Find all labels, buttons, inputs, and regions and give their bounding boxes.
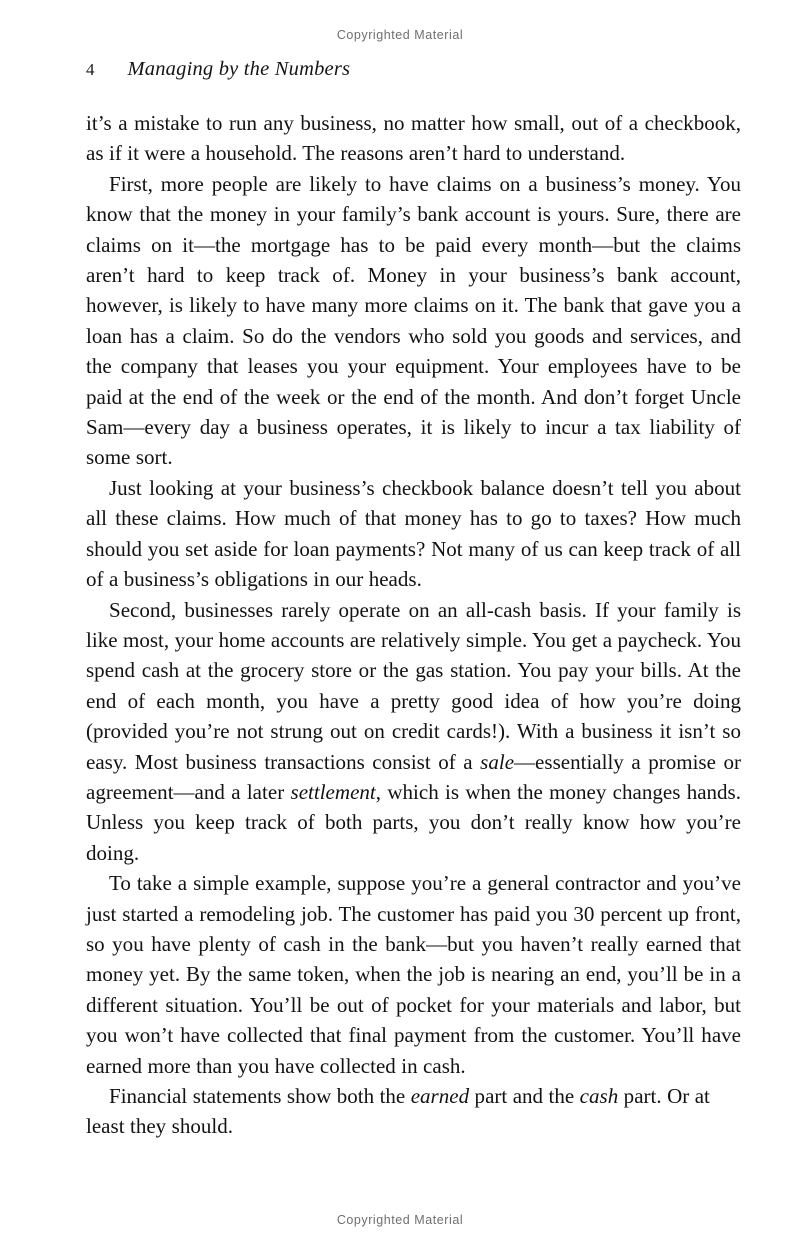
paragraph-1: it’s a mistake to run any business, no matter how small, out of a checkbook, as if it were a household. The reasons aren’t hard to understand. — [86, 111, 741, 166]
term-earned: earned — [410, 1084, 470, 1108]
paragraph-4-segment-1: Second, businesses rarely operate on an all-cash basis. If your family is like most, your home accounts are relatively simple. You get a paycheck. You spend cash at the grocery store or the gas station. You pay your bills. At the end of each month, you have a pretty good idea of how you’re doing (provided you’re not strung out on credit cards!). With a business it isn’t so easy. Most business transactions consist of a — [86, 597, 741, 774]
paragraph-6 — [86, 1081, 741, 1142]
paragraph-2: First, more people are likely to have claims on a business’s money. You know that the money in your family’s bank account is yours. Sure, there are claims on it—the mortgage has to be paid every month—but the claims aren’t hard to keep track of. Money in your business’s bank account, however, is likely to have many more claims on it. The bank that gave you a loan has a claim. So do the vendors who sold you goods and services, and the company that leases you your equipment. Your employees have to be paid at the end of the week or the end of the month. And don’t forget Uncle Sam—every day a business operates, it is likely to incur a tax liability of some sort. — [86, 171, 741, 470]
paragraph-6-segment-2: part and the — [469, 1084, 580, 1108]
paragraph-6-segment-1: Financial statements show both the — [109, 1084, 411, 1108]
paragraph-4-segment-3: , which is when the money changes hands. Unless you keep track of both parts, you don’t really know how you’re doing. — [86, 779, 741, 865]
body-text-block — [86, 108, 741, 1142]
page-number: 4 — [86, 60, 95, 79]
term-sale: sale — [480, 749, 515, 774]
running-head — [86, 58, 740, 86]
paragraph-5: To take a simple example, suppose you’re a general contractor and you’ve just started a remodeling job. The customer has paid you 30 percent up front, so you have plenty of cash in the bank—but you haven’t really earned that money yet. By the same token, when the job is nearing an end, you’ll be in a different situation. You’ll be out of pocket for your materials and labor, but you won’t have collected that final payment from the customer. You’ll have earned more than you have collected in cash. — [86, 871, 741, 1078]
paragraph-4-segment-2: —essentially a promise or agreement—and a later — [86, 749, 741, 804]
copyright-watermark-top: Copyrighted Material — [336, 28, 464, 42]
paragraph-4 — [86, 595, 741, 869]
copyright-watermark-bottom: Copyrighted Material — [336, 1213, 464, 1227]
term-settlement: settlement — [290, 779, 376, 804]
paragraph-3: Just looking at your business’s checkbook balance doesn’t tell you about all these claims. How much of that money has to go to taxes? How much should you set aside for loan payments? Not many of us can keep track of all of a business’s obligations in our heads. — [86, 475, 741, 592]
chapter-title: Managing by the Numbers — [127, 58, 351, 80]
term-cash: cash — [579, 1084, 619, 1108]
paragraph-6-segment-3: part. Or at least they should. — [86, 1084, 710, 1139]
